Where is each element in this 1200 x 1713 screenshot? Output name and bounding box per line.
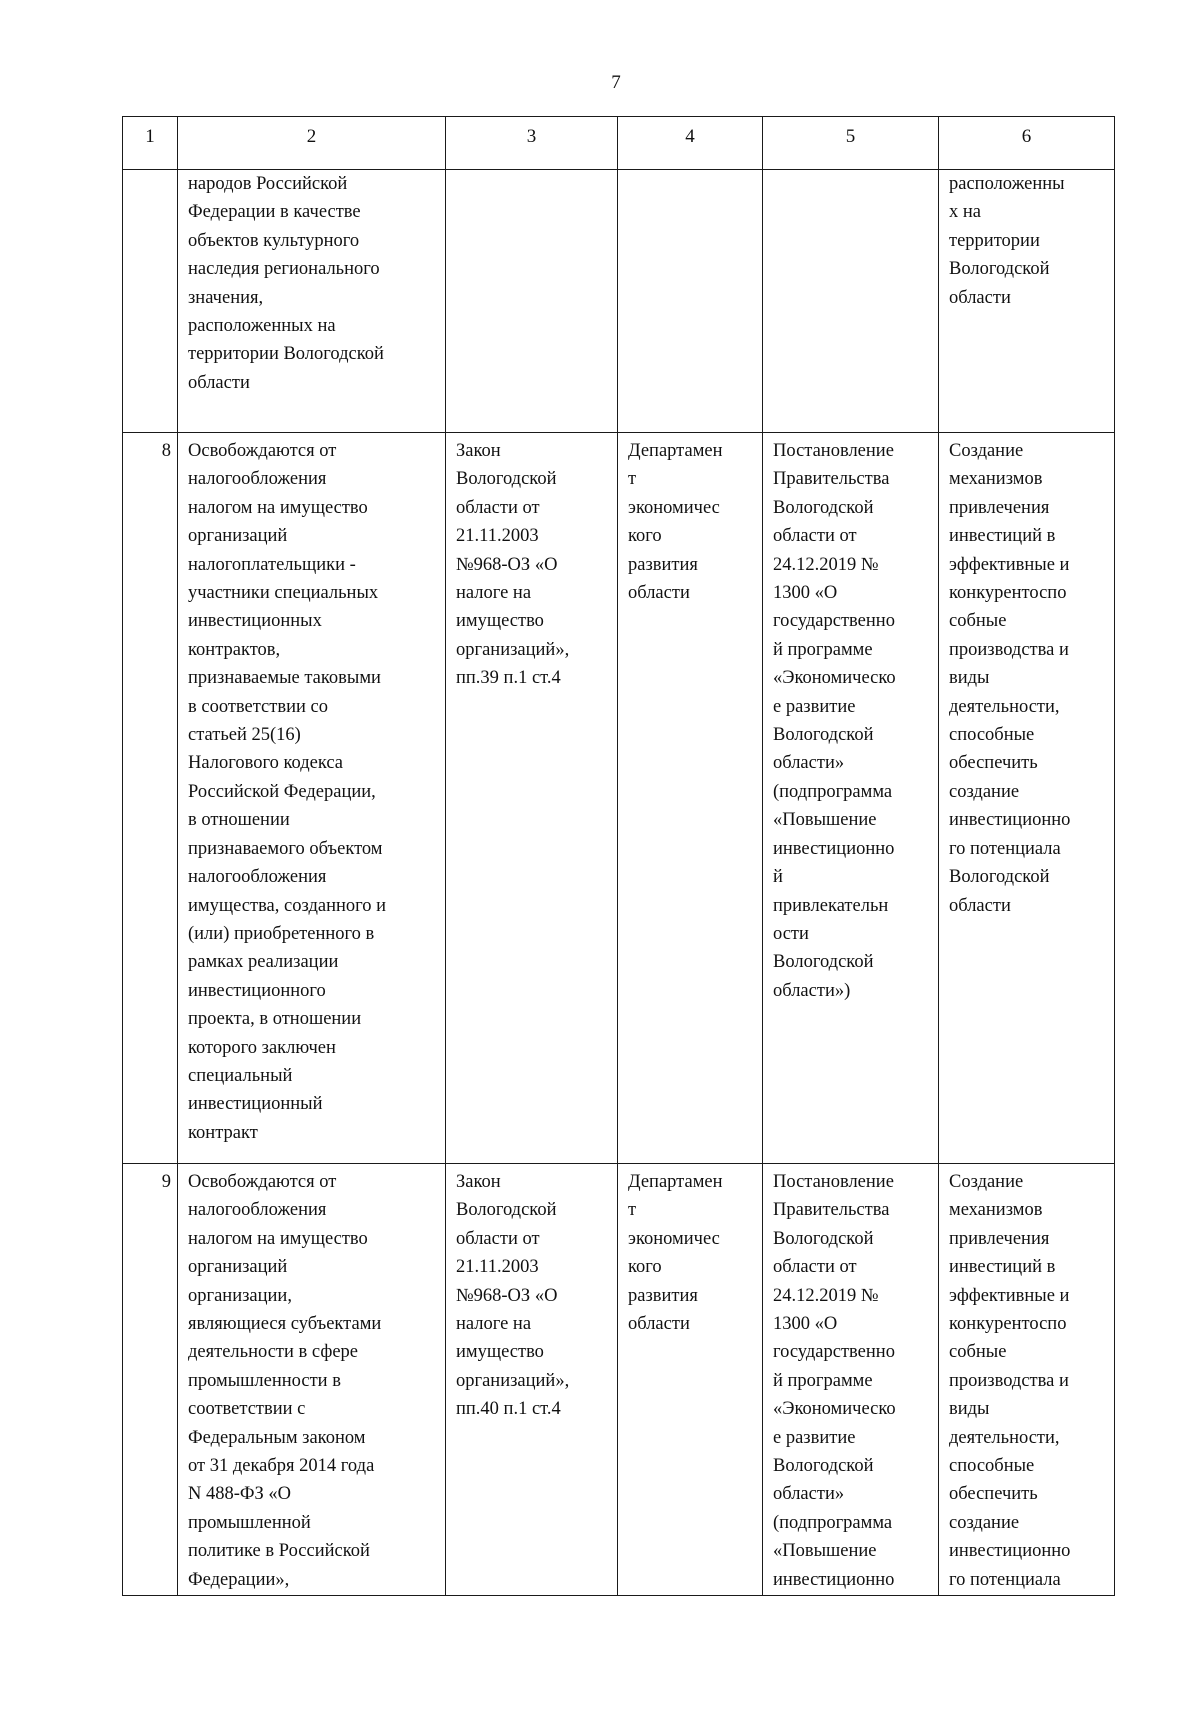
tax-benefits-table xyxy=(122,116,1115,1596)
legal-basis xyxy=(446,170,618,433)
curator xyxy=(618,170,763,433)
header-col-5: 5 xyxy=(763,117,939,170)
header-col-6: 6 xyxy=(939,117,1115,170)
benefit-description xyxy=(178,433,446,1164)
legal-basis xyxy=(446,1164,618,1596)
curator xyxy=(618,433,763,1164)
cell-text: Создание механизмов привлечения инвестиций в эффективные и конкурентоспо собные производства и виды деятельности, способные обеспечить создание инвестиционно го потенциала xyxy=(949,1172,1071,1590)
cell-text: расположенны х на территории Вологодской области xyxy=(949,174,1065,308)
cell-text: народов Российской Федерации в качестве объектов культурного наследия регионального значения, расположенных на территории Вологодской области xyxy=(188,174,384,393)
legal-basis xyxy=(446,433,618,1164)
row-number: 8 xyxy=(123,433,178,1164)
curator xyxy=(618,1164,763,1596)
table-row xyxy=(123,170,1115,433)
table-header-row xyxy=(123,117,1115,170)
benefit-description xyxy=(178,1164,446,1596)
row-number: 9 xyxy=(123,1164,178,1596)
program-reference xyxy=(763,170,939,433)
header-col-2: 2 xyxy=(178,117,446,170)
cell-text: Департамен т экономичес кого развития области xyxy=(628,441,723,604)
cell-text: Департамен т экономичес кого развития области xyxy=(628,1172,723,1335)
cell-text: Закон Вологодской области от 21.11.2003 №968-ОЗ «О налоге на имущество организаций», пп.39 п.1 ст.4 xyxy=(456,441,570,689)
header-col-3: 3 xyxy=(446,117,618,170)
benefit-description xyxy=(178,170,446,433)
table-row xyxy=(123,1164,1115,1596)
cell-text: Создание механизмов привлечения инвестиций в эффективные и конкурентоспо собные производства и виды деятельности, способные обеспечить создание инвестиционно го потенциала Вологодской области xyxy=(949,441,1071,916)
program-reference xyxy=(763,433,939,1164)
cell-text: Освобождаются от налогообложения налогом на имущество организаций организации, являющиеся субъектами деятельности в сфере промышленности в соответствии с Федеральным законом от 31 декабря 2014 года N 488-ФЗ «О промышленной политике в Российской Федерации», xyxy=(188,1172,382,1590)
cell-text: Постановление Правительства Вологодской области от 24.12.2019 № 1300 «О государственно й программе «Экономическо е развитие Вологодской области» (подпрограмма «Повышение инвестиционно й привлекательн ости Вологодской области») xyxy=(773,441,896,1001)
page-number: 7 xyxy=(611,72,621,93)
table-row xyxy=(123,433,1115,1164)
benefit-goal xyxy=(939,170,1115,433)
row-number xyxy=(123,170,178,433)
cell-text: Постановление Правительства Вологодской области от 24.12.2019 № 1300 «О государственно й программе «Экономическо е развитие Вологодской области» (подпрограмма «Повышение инвестиционно xyxy=(773,1172,896,1590)
cell-text: Освобождаются от налогообложения налогом на имущество организаций налогоплательщики - участники специальных инвестиционных контрактов, признаваемые таковыми в соответствии со статьей 25(16) Налогового кодекса Российской Федерации, в отношении признаваемого объектом налогообложения имущества, созданного и (или) приобретенного в рамках реализации инвестиционного проекта, в отношении которого заключен специальный инвестиционный контракт xyxy=(188,441,387,1143)
header-col-1: 1 xyxy=(123,117,178,170)
program-reference xyxy=(763,1164,939,1596)
benefit-goal xyxy=(939,1164,1115,1596)
benefit-goal xyxy=(939,433,1115,1164)
header-col-4: 4 xyxy=(618,117,763,170)
cell-text: Закон Вологодской области от 21.11.2003 №968-ОЗ «О налоге на имущество организаций», пп.40 п.1 ст.4 xyxy=(456,1172,570,1420)
